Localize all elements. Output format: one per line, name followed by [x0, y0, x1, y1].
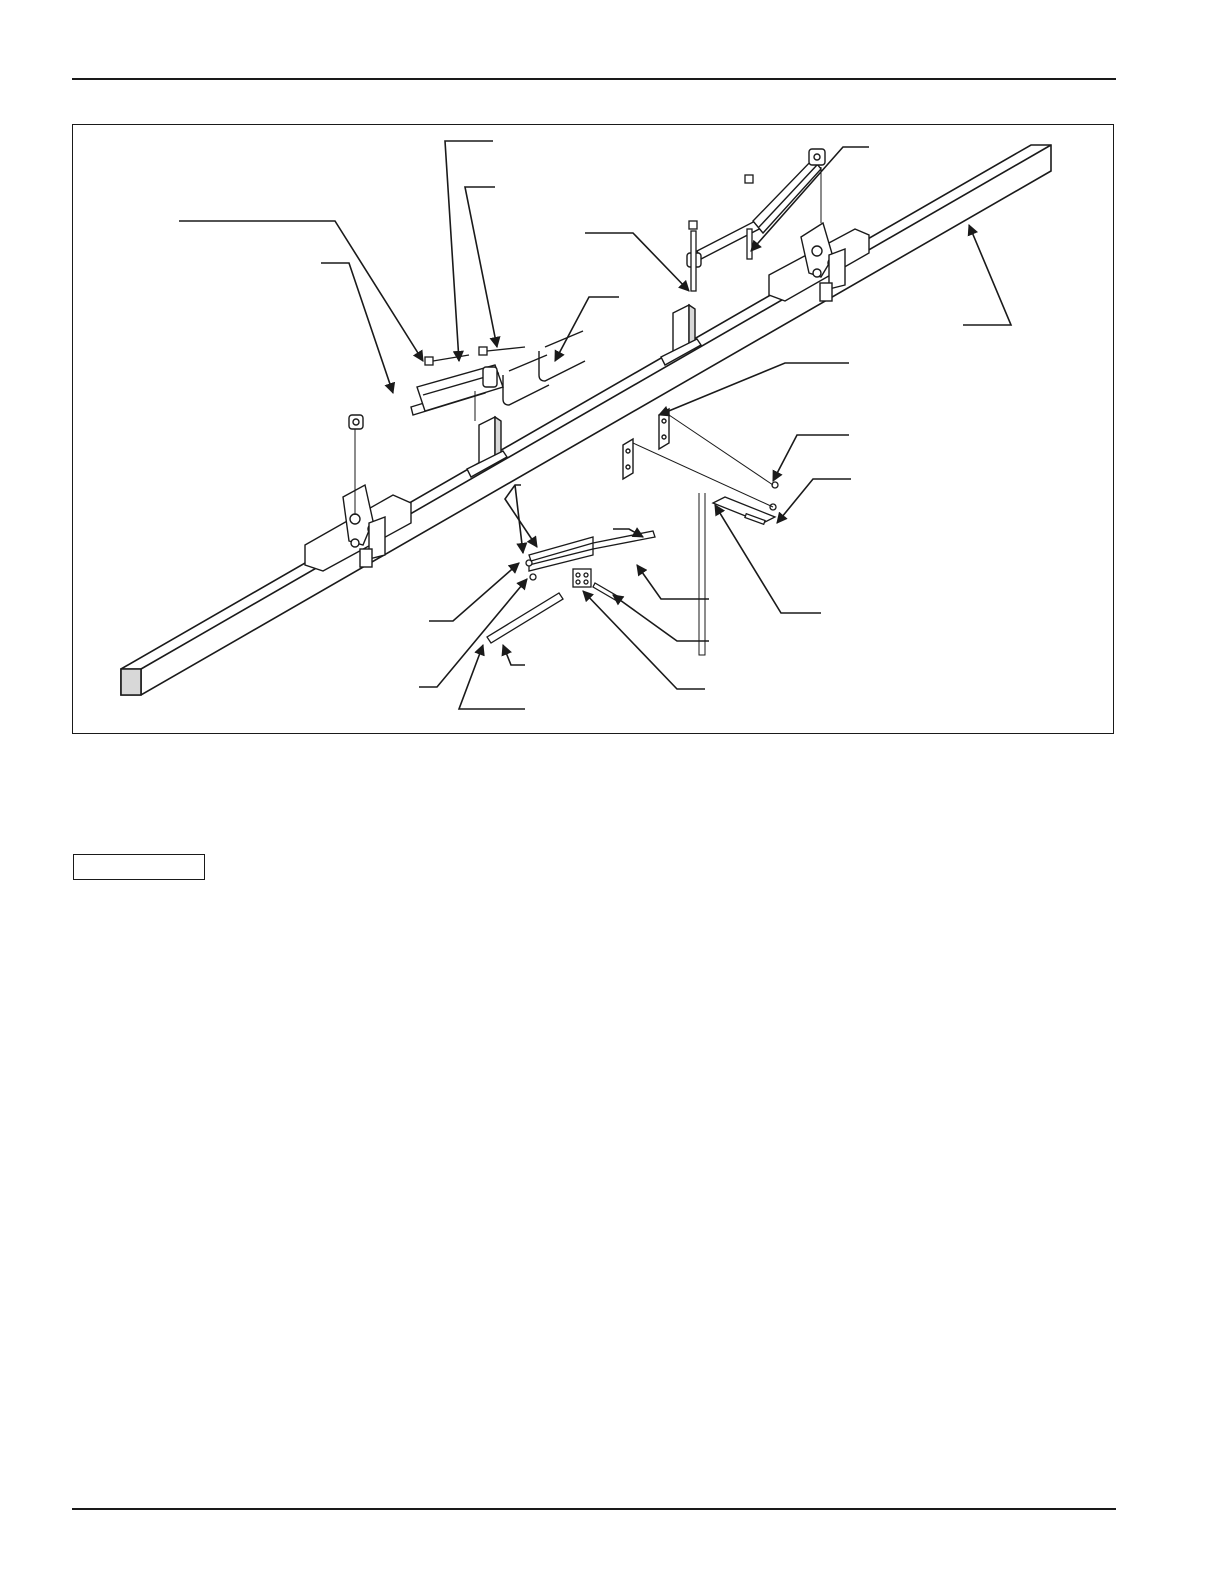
leader-6: [555, 297, 619, 361]
leader-3: [179, 221, 423, 361]
footer-rule: [72, 1508, 1116, 1510]
leader-15: [637, 565, 709, 599]
leader-4: [321, 263, 393, 393]
leader-17: [429, 563, 519, 621]
leader-8: [963, 225, 1011, 325]
cross-hitch-assembly: [487, 531, 655, 643]
leader-2: [465, 187, 497, 347]
assembly-drawing: [73, 125, 1115, 735]
main-frame-tube: [121, 145, 1051, 695]
leader-11: [777, 479, 851, 523]
leader-21: [459, 645, 525, 709]
leader-13b: [515, 485, 523, 553]
leader-18: [503, 645, 525, 665]
header-rule: [72, 78, 1116, 80]
clamp-plates: [623, 409, 669, 479]
leader-1: [445, 141, 493, 361]
caption-box: [73, 854, 205, 880]
u-bolts: [503, 331, 585, 405]
leader-16: [613, 595, 709, 641]
leader-19: [583, 591, 705, 689]
hose-fittings-left: [425, 347, 525, 365]
leader-5: [585, 233, 689, 291]
exploded-assembly-figure: [72, 124, 1114, 734]
leader-10: [773, 435, 849, 481]
left-hydraulic-cylinder: [349, 365, 503, 429]
